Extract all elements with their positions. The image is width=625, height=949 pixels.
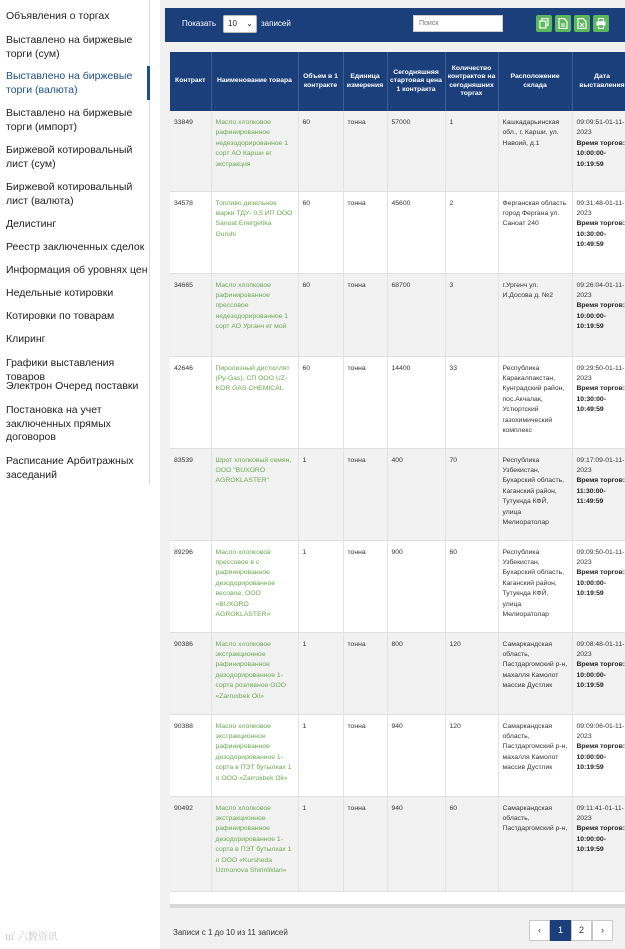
listing-datetime: 09:26:04-01-11-2023 xyxy=(576,281,625,299)
table-row[interactable] xyxy=(170,191,625,273)
excel-icon xyxy=(577,18,587,29)
listing-datetime: 09:08:48-01-11-2023 xyxy=(576,640,625,658)
price-cell: 800 xyxy=(387,632,445,714)
trading-time-value: 10:00:00-10:19:59 xyxy=(576,312,606,331)
data-table-container xyxy=(170,52,625,907)
sidebar-item[interactable]: Электрон Очеред поставки xyxy=(6,380,139,392)
contract-cell: 90388 xyxy=(170,714,211,796)
warehouse-location-cell: Самаркандская область, Пастдаргомский р-н, махалля Камолот массив Дустлик xyxy=(498,632,572,714)
column-header[interactable]: Объем в 1 контракте xyxy=(298,52,343,111)
listing-datetime: 09:09:06-01-11-2023 xyxy=(576,722,625,740)
pagination-page-2[interactable]: 2 xyxy=(571,920,592,941)
contract-count-cell: 2 xyxy=(445,191,498,273)
trading-time-label: Время торгов: xyxy=(576,302,625,310)
sidebar-item[interactable]: Выставлено на биржевые торги (импорт) xyxy=(6,107,133,133)
listing-date-cell xyxy=(572,111,625,191)
table-row[interactable] xyxy=(170,356,625,448)
table-row[interactable] xyxy=(170,714,625,796)
contract-cell: 33849 xyxy=(170,111,211,191)
contract-count-cell: 70 xyxy=(445,448,498,540)
table-row[interactable] xyxy=(170,448,625,540)
table-row[interactable] xyxy=(170,540,625,632)
chevron-down-icon: ⌄ xyxy=(246,19,253,28)
data-table xyxy=(170,52,625,892)
column-header[interactable]: Единица измерения xyxy=(343,52,387,111)
contract-count-cell: 3 xyxy=(445,273,498,356)
contract-count-cell: 60 xyxy=(445,540,498,632)
trading-time-value: 10:00:00-10:19:59 xyxy=(576,671,606,690)
volume-cell: 60 xyxy=(298,356,343,448)
print-button[interactable] xyxy=(593,15,609,32)
column-header[interactable]: Дата выставления xyxy=(572,52,625,111)
volume-cell: 60 xyxy=(298,191,343,273)
excel-button[interactable] xyxy=(574,15,590,32)
warehouse-location-cell: Республика Узбекистан, Бухарский область, Каганский район, Тутукнда КФЙ, улица Мелиоратолар xyxy=(498,540,572,632)
trading-time-value: 10:00:00-10:19:59 xyxy=(576,579,606,598)
sidebar-item[interactable]: Информация об уровнях цен xyxy=(6,264,148,276)
listing-date-cell xyxy=(572,632,625,714)
contract-cell: 83539 xyxy=(170,448,211,540)
contract-cell: 34665 xyxy=(170,273,211,356)
contract-cell: 90386 xyxy=(170,632,211,714)
price-cell: 940 xyxy=(387,796,445,891)
volume-cell: 1 xyxy=(298,714,343,796)
entries-label: записей xyxy=(261,19,291,28)
listing-date-cell xyxy=(572,714,625,796)
listing-datetime: 09:09:51-01-11-2023 xyxy=(576,119,625,137)
product-name-link[interactable]: Топливо дизельное марки ТДУ- 0,5 ИП ООО Sanoat Energetika Guruhi xyxy=(211,191,298,273)
main-panel xyxy=(160,0,625,949)
volume-cell: 1 xyxy=(298,632,343,714)
product-name-link[interactable]: Масло хлопковое рафинированное недезодорированное 1 сорт АО Карши ег экстракция xyxy=(211,111,298,191)
per-page-value: 10 xyxy=(228,19,237,28)
copy-icon xyxy=(539,18,549,29)
contract-cell: 42646 xyxy=(170,356,211,448)
listing-datetime: 09:29:50-01-11-2023 xyxy=(576,364,625,382)
volume-cell: 1 xyxy=(298,448,343,540)
product-name-link[interactable]: Масло хлопковое экстракционное рафинированное дезодорированное 1-сорта в ПЭТ бутылках 1 л ООО «Zarruxbek Oil» xyxy=(211,714,298,796)
search-input[interactable] xyxy=(413,15,503,32)
sidebar-item[interactable]: Делистинг xyxy=(6,218,57,230)
show-label: Показать xyxy=(182,19,217,28)
listing-datetime: 09:09:50-01-11-2023 xyxy=(576,548,625,566)
table-header-row xyxy=(170,52,625,111)
listing-date-cell xyxy=(572,273,625,356)
contract-cell: 34578 xyxy=(170,191,211,273)
price-cell: 14400 xyxy=(387,356,445,448)
volume-cell: 60 xyxy=(298,111,343,191)
sidebar-item[interactable]: Биржевой котировальный лист (сум) xyxy=(6,144,133,170)
unit-cell: тонна xyxy=(343,714,387,796)
trading-time-value: 10:30:00-10:49:59 xyxy=(576,230,606,249)
listing-datetime: 09:17:09-01-11-2023 xyxy=(576,456,625,474)
trading-time-value: 10:00:00-10:19:59 xyxy=(576,150,606,168)
column-header[interactable]: Контракт xyxy=(170,52,211,111)
table-row[interactable] xyxy=(170,632,625,714)
unit-cell: тонна xyxy=(343,796,387,891)
horizontal-scrollbar[interactable] xyxy=(170,904,625,908)
sidebar-active-indicator xyxy=(147,66,150,100)
price-cell: 900 xyxy=(387,540,445,632)
warehouse-location-cell: Самаркандская область, Пастдаргомский р-н, xyxy=(498,796,572,891)
table-body xyxy=(170,111,625,891)
contract-count-cell: 120 xyxy=(445,714,498,796)
trading-time-value: 10:00:00-10:19:59 xyxy=(576,835,606,854)
sidebar-item[interactable]: Расписание Арбитражных заседаний xyxy=(6,455,134,481)
sidebar-item[interactable]: Постановка на учет заключенных прямых договоров xyxy=(6,404,111,443)
column-header[interactable]: Количество контрактов на сегодняшних торгах xyxy=(445,52,498,111)
trading-time-label: Время торгов: xyxy=(576,477,625,485)
sidebar-item[interactable]: Биржевой котировальный лист (валюта) xyxy=(6,181,133,207)
trading-time-value: 11:30:00-11:49:59 xyxy=(576,487,606,506)
sidebar-item[interactable]: Недельные котировки xyxy=(6,287,114,299)
listing-date-cell xyxy=(572,191,625,273)
column-header[interactable]: Сегодняшняя стартовая цена 1 контракта xyxy=(387,52,445,111)
product-name-link[interactable]: Шрот хлопковый семян, ООО "BUXORO AGROKLASTER" xyxy=(211,448,298,540)
csv-icon xyxy=(558,18,568,29)
contract-cell: 90492 xyxy=(170,796,211,891)
trading-time-label: Время торгов: xyxy=(576,139,625,147)
price-cell: 45600 xyxy=(387,191,445,273)
per-page-select[interactable] xyxy=(223,15,257,33)
column-header[interactable]: Расположение склада xyxy=(498,52,572,111)
product-name-link[interactable]: Масло хлопковое экстракционное рафинированное дезодорированное 1-сорта розливное ООО «Zarruxbek Oil» xyxy=(211,632,298,714)
unit-cell: тонна xyxy=(343,540,387,632)
trading-time-label: Время торгов: xyxy=(576,220,625,228)
warehouse-location-cell: Республика Каракалпакстан, Кунградский район, пос.Акчалак, Устюртский газохимический комплекс xyxy=(498,356,572,448)
volume-cell: 1 xyxy=(298,540,343,632)
contract-count-cell: 1 xyxy=(445,111,498,191)
unit-cell: тонна xyxy=(343,632,387,714)
product-name-link[interactable]: Масло хлопковое прессовое в с рафинированное дезодорированное весовое, ООО «BUXORO AGROKLASTER» xyxy=(211,540,298,632)
unit-cell: тонна xyxy=(343,191,387,273)
table-row[interactable] xyxy=(170,111,625,191)
table-row[interactable] xyxy=(170,796,625,891)
pagination-prev-button[interactable]: ‹ xyxy=(529,920,550,941)
volume-cell: 60 xyxy=(298,273,343,356)
trading-time-label: Время торгов: xyxy=(576,569,625,577)
contract-count-cell: 33 xyxy=(445,356,498,448)
table-toolbar xyxy=(165,8,625,42)
warehouse-location-cell: Ферганская область город Фергана ул. Саноат 240 xyxy=(498,191,572,273)
price-cell: 940 xyxy=(387,714,445,796)
trading-time-label: Время торгов: xyxy=(576,385,625,393)
volume-cell: 1 xyxy=(298,796,343,891)
warehouse-location-cell: Республика Узбекистан, Бухарский область, Каганский район, Тутукнда КФЙ, улица Мелиоратолар xyxy=(498,448,572,540)
sidebar-item[interactable]: Графики выставления товаров xyxy=(6,357,115,383)
table-info: Записи с 1 до 10 из 11 записей xyxy=(173,928,288,937)
unit-cell: тонна xyxy=(343,448,387,540)
print-icon xyxy=(596,18,606,29)
listing-datetime: 09:31:48-01-11-2023 xyxy=(576,199,625,217)
contract-cell: 89296 xyxy=(170,540,211,632)
warehouse-location-cell: Кашкадарьинская обл., г. Карши, ул. Навоий, д.1 xyxy=(498,111,572,191)
csv-button[interactable] xyxy=(555,15,571,32)
price-cell: 400 xyxy=(387,448,445,540)
listing-date-cell xyxy=(572,356,625,448)
contract-count-cell: 60 xyxy=(445,796,498,891)
unit-cell: тонна xyxy=(343,356,387,448)
unit-cell: тонна xyxy=(343,273,387,356)
listing-datetime: 09:11:41-01-11-2023 xyxy=(576,804,624,822)
trading-time-label: Время торгов: xyxy=(576,743,625,751)
sidebar-item[interactable]: Котировки по товарам xyxy=(6,310,115,322)
pagination-page-1[interactable]: 1 xyxy=(550,920,571,941)
trading-time-value: 10:30:00-10:49:59 xyxy=(576,395,606,414)
sidebar-item[interactable]: Реестр заключенных сделок xyxy=(6,241,145,253)
pagination-next-button[interactable]: › xyxy=(592,920,613,941)
sidebar xyxy=(0,0,150,485)
contract-count-cell: 120 xyxy=(445,632,498,714)
sidebar-item[interactable]: Выставлено на биржевые торги (сум) xyxy=(6,34,133,60)
price-cell: 68700 xyxy=(387,273,445,356)
sidebar-item[interactable]: Объявления о торгах xyxy=(6,10,110,22)
column-header[interactable]: Наименование товара xyxy=(211,52,298,111)
listing-date-cell xyxy=(572,448,625,540)
product-name-link[interactable]: Пиролизный дистиллят (Py-Gas), СП ООО UZ-KOR GAS CHEMICAL xyxy=(211,356,298,448)
product-name-link[interactable]: Масло хлопковое рафинированное прессовое недезодорированное 1 сорт АО Урганч ег мой xyxy=(211,273,298,356)
product-name-link[interactable]: Масло хлопковое экстракционное рафинированное дезодорированное 1-сорта в ПЭТ бутылках 1 л ООО «Kursheda Uzmonova Shirinliklari» xyxy=(211,796,298,891)
warehouse-location-cell: г.Ургенч ул. И.Досова д. №2 xyxy=(498,273,572,356)
sidebar-item[interactable]: Клиринг xyxy=(6,333,46,345)
watermark-logo: ㎡ 六数资讯 xyxy=(5,932,58,943)
sidebar-item[interactable]: Выставлено на биржевые торги (валюта) xyxy=(6,70,133,96)
table-row[interactable] xyxy=(170,273,625,356)
listing-date-cell xyxy=(572,796,625,891)
trading-time-label: Время торгов: xyxy=(576,825,625,833)
trading-time-label: Время торгов: xyxy=(576,661,625,669)
warehouse-location-cell: Самаркандская область, Пастдаргомский р-н, махалля Камолот массив Дустлик xyxy=(498,714,572,796)
unit-cell: тонна xyxy=(343,111,387,191)
trading-time-value: 10:00:00-10:19:59 xyxy=(576,753,606,772)
price-cell: 57000 xyxy=(387,111,445,191)
copy-button[interactable] xyxy=(536,15,552,32)
listing-date-cell xyxy=(572,540,625,632)
